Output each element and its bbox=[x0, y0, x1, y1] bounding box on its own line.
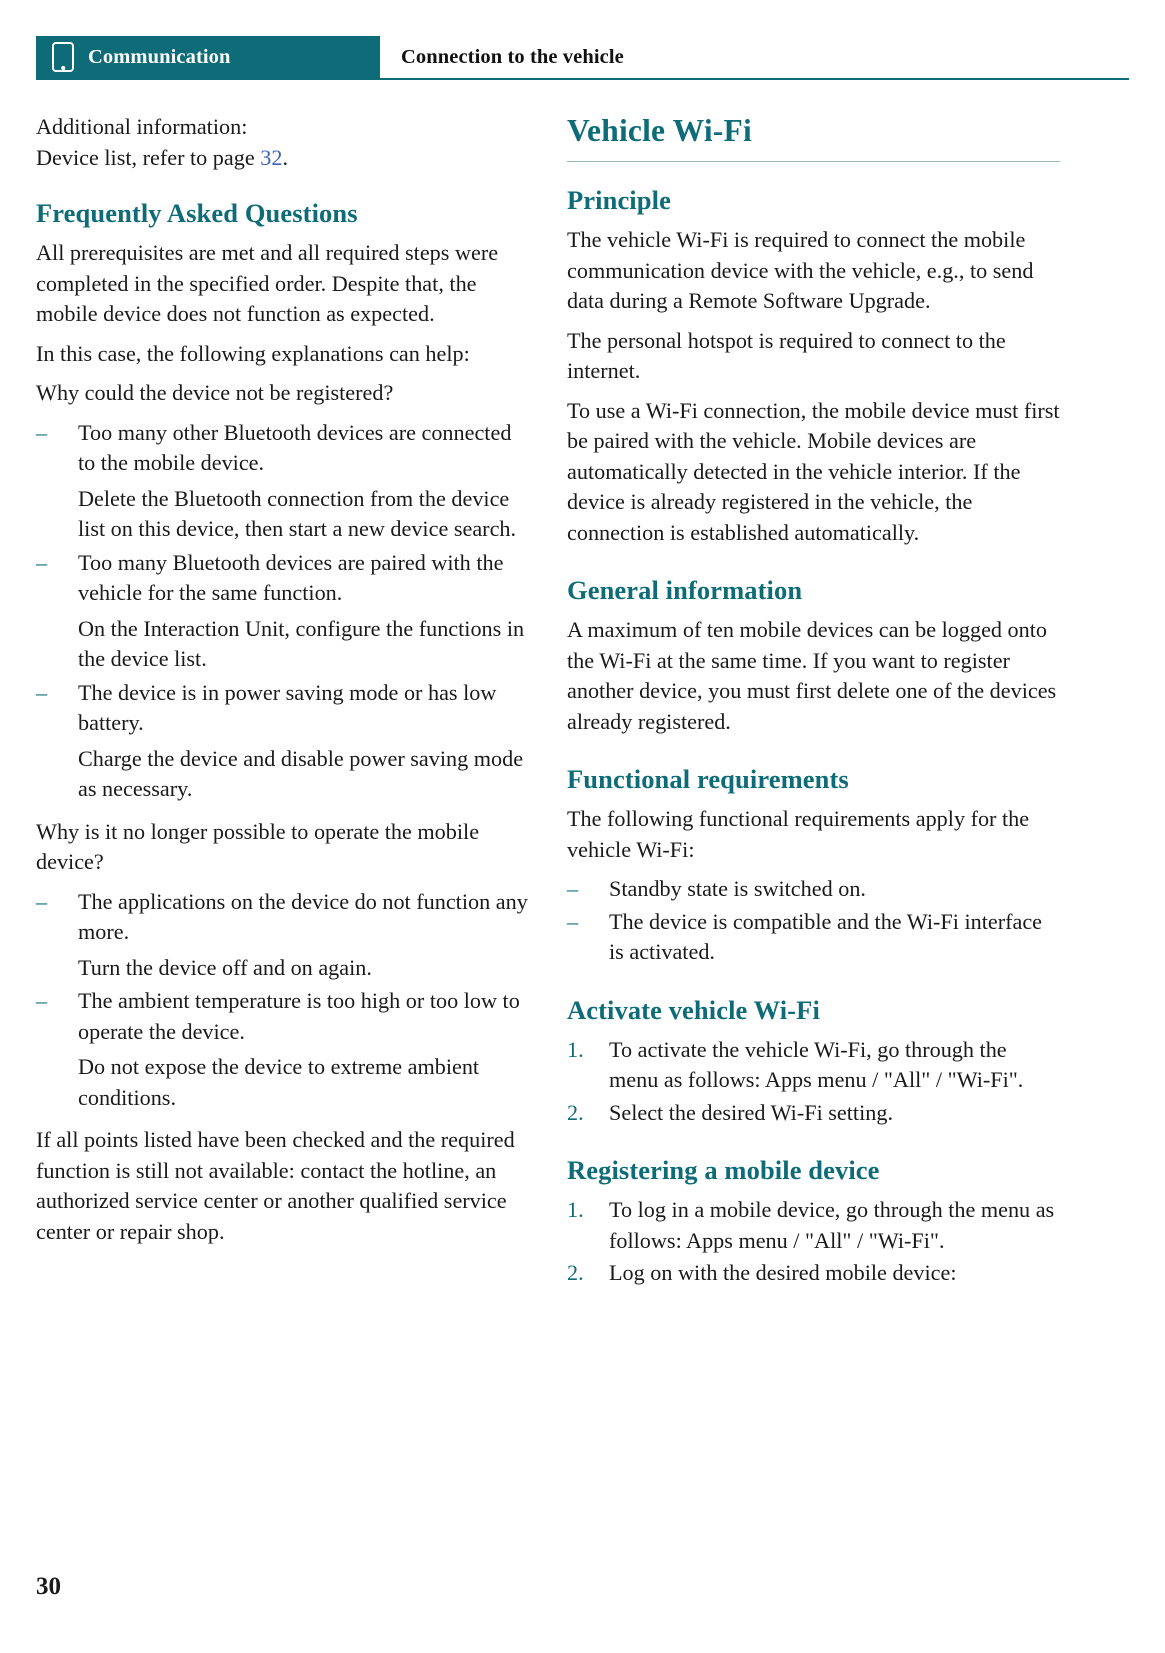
list-item-remedy: Delete the Bluetooth connection from the device list on this device, then start a new device search. bbox=[78, 485, 517, 541]
page-number: 30 bbox=[36, 1573, 61, 1600]
list-item-text: The ambient temperature is too high or too low to operate the device. bbox=[78, 988, 520, 1044]
principle-paragraph-1: The vehicle Wi-Fi is required to connect the mobile communication device with the vehicle, e.g., to send data during a Remote Software Upgrade. bbox=[567, 227, 1034, 313]
principle-paragraph-2: The personal hotspot is required to connect to the internet. bbox=[567, 327, 1006, 383]
list-item bbox=[36, 887, 529, 948]
dash-marker: – bbox=[36, 888, 48, 914]
device-list-reference bbox=[36, 143, 529, 174]
list-item-text: To log in a mobile device, go through the menu as follows: Apps menu / "All" / "Wi-Fi". bbox=[609, 1197, 1055, 1253]
list-item bbox=[567, 907, 1060, 968]
heading-general-information: General information bbox=[567, 575, 803, 605]
list-item-remedy: Charge the device and disable power saving mode as necessary. bbox=[78, 745, 524, 801]
list-item bbox=[36, 548, 529, 609]
functional-requirements-intro: The following functional requirements apply for the vehicle Wi-Fi: bbox=[567, 806, 1030, 862]
smartphone-icon bbox=[52, 42, 74, 72]
list-item-text: To activate the vehicle Wi-Fi, go through the menu as follows: Apps menu / "All" / "Wi-Fi". bbox=[609, 1036, 1024, 1092]
step-number: 1. bbox=[567, 1197, 584, 1222]
list-item-text: Too many Bluetooth devices are paired with the vehicle for the same function. bbox=[78, 549, 504, 605]
list-item-text: The device is in power saving mode or has low battery. bbox=[78, 679, 497, 735]
heading-vehicle-wifi: Vehicle Wi-Fi bbox=[567, 112, 1060, 162]
device-list-prefix: Device list, refer to page bbox=[36, 144, 261, 170]
step-number: 1. bbox=[567, 1036, 584, 1062]
heading-registering-a-mobile-device: Registering a mobile device bbox=[567, 1155, 880, 1185]
list-item-remedy: Do not expose the device to extreme ambient conditions. bbox=[78, 1054, 480, 1110]
list-item bbox=[567, 1035, 1060, 1096]
step-number: 2. bbox=[567, 1260, 584, 1285]
list-item bbox=[36, 678, 529, 739]
principle-paragraph-3: To use a Wi-Fi connection, the mobile device must first be paired with the vehicle. Mobile devices are automatically detected in the vehicle interior. If the device is already registered in the vehicle, the connection is established automatically. bbox=[567, 397, 1060, 545]
list-item-text: Log on with the desired mobile device: bbox=[609, 1260, 957, 1285]
dash-marker: – bbox=[567, 908, 579, 934]
list-item bbox=[567, 1098, 1060, 1129]
page-reference-link[interactable]: 32 bbox=[260, 144, 283, 170]
list-item bbox=[36, 418, 529, 479]
general-information-paragraph-1: A maximum of ten mobile devices can be logged onto the Wi-Fi at the same time. If you want to register another device, you must first delete one of the devices already registered. bbox=[567, 617, 1057, 734]
list-item-text: Standby state is switched on. bbox=[609, 876, 866, 901]
step-number: 2. bbox=[567, 1099, 584, 1125]
device-list-suffix: . bbox=[282, 144, 288, 170]
page-title: Connection to the vehicle bbox=[401, 45, 624, 68]
list-item-remedy: On the Interaction Unit, configure the functions in the device list. bbox=[78, 615, 525, 671]
dash-marker: – bbox=[36, 679, 48, 705]
registering-device-steps bbox=[567, 1195, 1060, 1289]
dash-marker: – bbox=[567, 876, 579, 901]
list-item-text: The device is compatible and the Wi-Fi interface is activated. bbox=[609, 908, 1043, 964]
left-column bbox=[36, 112, 529, 1291]
faq-intro-paragraph-1: All prerequisites are met and all required steps were completed in the specified order. Despite that, the mobile device does not function as expected. bbox=[36, 240, 499, 326]
heading-frequently-asked-questions: Frequently Asked Questions bbox=[36, 198, 358, 228]
list-item bbox=[567, 1258, 1060, 1289]
right-column bbox=[567, 112, 1060, 1291]
list-item bbox=[36, 986, 529, 1047]
dash-marker: – bbox=[36, 419, 48, 445]
functional-requirements-list bbox=[567, 874, 1060, 968]
content-columns bbox=[36, 112, 1129, 1291]
faq-intro-paragraph-2: In this case, the following explanations can help: bbox=[36, 340, 470, 366]
list-item-text: Select the desired Wi-Fi setting. bbox=[609, 1099, 893, 1125]
list-item bbox=[567, 1195, 1060, 1256]
heading-principle: Principle bbox=[567, 185, 671, 215]
chapter-chip bbox=[36, 36, 380, 78]
faq-question-2-list bbox=[36, 887, 529, 1114]
list-item-text: Too many other Bluetooth devices are connected to the mobile device. bbox=[78, 419, 512, 475]
heading-functional-requirements: Functional requirements bbox=[567, 764, 849, 794]
dash-marker: – bbox=[36, 988, 48, 1013]
faq-closing-paragraph: If all points listed have been checked and the required function is still not available: contact the hotline, an authorized service center or another qualified service center or repair shop. bbox=[36, 1127, 515, 1244]
faq-question-1-list bbox=[36, 418, 529, 805]
faq-question-1: Why could the device not be registered? bbox=[36, 380, 394, 405]
faq-question-2: Why is it no longer possible to operate the mobile device? bbox=[36, 818, 480, 874]
page-header bbox=[36, 36, 1129, 80]
dash-marker: – bbox=[36, 549, 48, 575]
list-item bbox=[567, 874, 1060, 905]
chapter-chip-label: Communication bbox=[88, 45, 231, 68]
list-item-text: The applications on the device do not function any more. bbox=[78, 888, 528, 944]
additional-info-label: Additional information: bbox=[36, 114, 248, 139]
list-item-remedy: Turn the device off and on again. bbox=[78, 954, 372, 980]
heading-activate-vehicle-wifi: Activate vehicle Wi-Fi bbox=[567, 994, 820, 1025]
activate-wifi-steps bbox=[567, 1035, 1060, 1129]
